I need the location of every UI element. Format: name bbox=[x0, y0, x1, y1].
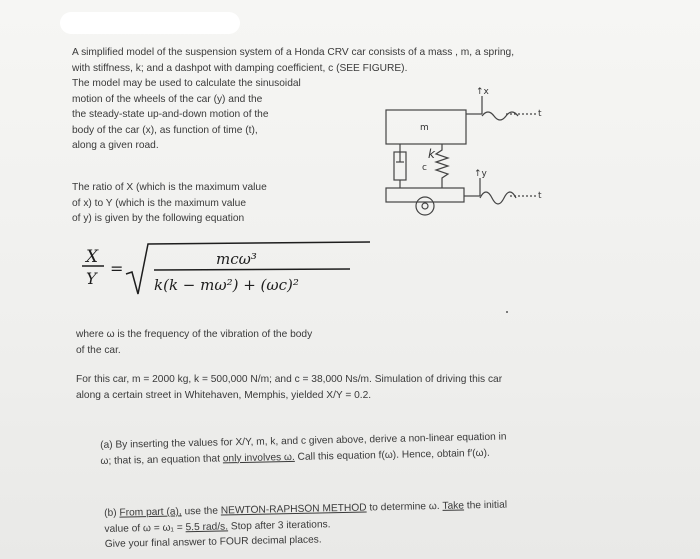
part-b-text: value of ω = ω₁ = bbox=[104, 521, 186, 535]
part-b-label: (b) bbox=[104, 507, 120, 519]
part-b-line: Give your final answer to FOUR decimal places. bbox=[104, 534, 322, 550]
redaction-mark bbox=[60, 12, 240, 34]
given-line: For this car, m = 2000 kg, k = 500,000 N/m; and c = 38,000 Ns/m. Simulation of driving this car bbox=[76, 374, 503, 385]
part-a-text: ω; that is, an equation that bbox=[100, 452, 223, 467]
y-label: ↑y bbox=[474, 169, 487, 179]
ratio-paragraph bbox=[72, 180, 267, 227]
suspension-figure bbox=[380, 78, 580, 218]
intro-line: with stiffness, k; and a dashpot with damping coefficient, c (SEE FIGURE). bbox=[72, 62, 408, 74]
ratio-line: The ratio of X (which is the maximum value bbox=[72, 182, 267, 193]
y-wave bbox=[480, 192, 516, 204]
where-line: where ω is the frequency of the vibration of the body bbox=[76, 329, 313, 340]
where-line: of the car. bbox=[76, 344, 121, 356]
equation-lhs-denominator: Y bbox=[86, 269, 97, 288]
svg-text:=: = bbox=[110, 259, 124, 278]
part-b-underlined: Take bbox=[442, 500, 465, 512]
given-paragraph bbox=[76, 372, 502, 403]
stray-mark bbox=[506, 311, 508, 313]
part-b-underlined: 5.5 rad/s. bbox=[185, 520, 229, 533]
part-a-line: (a) By inserting the values for X/Y, m, k, and c given above, derive a non-linear equation in bbox=[100, 431, 507, 451]
part-b-text: the initial bbox=[463, 499, 508, 512]
intro-line: The model may be used to calculate the sinusoidal bbox=[72, 78, 301, 89]
equation-rhs-denominator: k(k − mω²) + (ωc)² bbox=[154, 276, 299, 294]
intro-line: the steady-state up-and-down motion of the bbox=[72, 109, 269, 120]
equation-lhs-numerator: X bbox=[86, 247, 99, 267]
part-b-text: to determine ω. bbox=[366, 500, 443, 514]
part-a bbox=[100, 429, 507, 469]
spring-label: k bbox=[428, 147, 435, 161]
ratio-line: of y) is given by the following equation bbox=[72, 213, 245, 224]
intro-line: body of the car (x), as function of time (t), bbox=[72, 124, 258, 136]
intro-line: motion of the wheels of the car (y) and the bbox=[72, 93, 263, 105]
wheel-platform bbox=[386, 188, 464, 202]
x-label: ↑x bbox=[476, 87, 489, 97]
spring bbox=[436, 144, 448, 188]
part-a-text: Call this equation f(ω). Hence, obtain f′(ω). bbox=[294, 447, 490, 463]
mass-label: m bbox=[420, 123, 429, 133]
part-b-underlined: NEWTON-RAPHSON METHOD bbox=[220, 502, 367, 517]
equation-rhs-numerator: mcω³ bbox=[216, 250, 257, 268]
part-b-text: Stop after 3 iterations. bbox=[227, 518, 331, 532]
intro-line: along a given road. bbox=[72, 140, 159, 151]
ratio-equation bbox=[70, 238, 380, 300]
t-label-top: t bbox=[538, 109, 542, 119]
given-line: along a certain street in Whitehaven, Memphis, yielded X/Y = 0.2. bbox=[76, 389, 372, 401]
part-a-underlined: only involves ω. bbox=[222, 451, 295, 464]
part-b-text: use the bbox=[181, 505, 221, 518]
intro-line: A simplified model of the suspension system of a Honda CRV car consists of a mass , m, a spring, bbox=[72, 47, 515, 58]
part-b bbox=[104, 498, 508, 553]
ratio-line: of x) to Y (which is the maximum value bbox=[72, 197, 247, 209]
where-paragraph bbox=[76, 327, 312, 358]
t-label-bottom: t bbox=[538, 191, 542, 201]
wheel bbox=[416, 197, 434, 215]
part-b-underlined: From part (a), bbox=[119, 506, 182, 519]
damper-label: c bbox=[422, 163, 427, 173]
x-wave bbox=[482, 112, 518, 120]
